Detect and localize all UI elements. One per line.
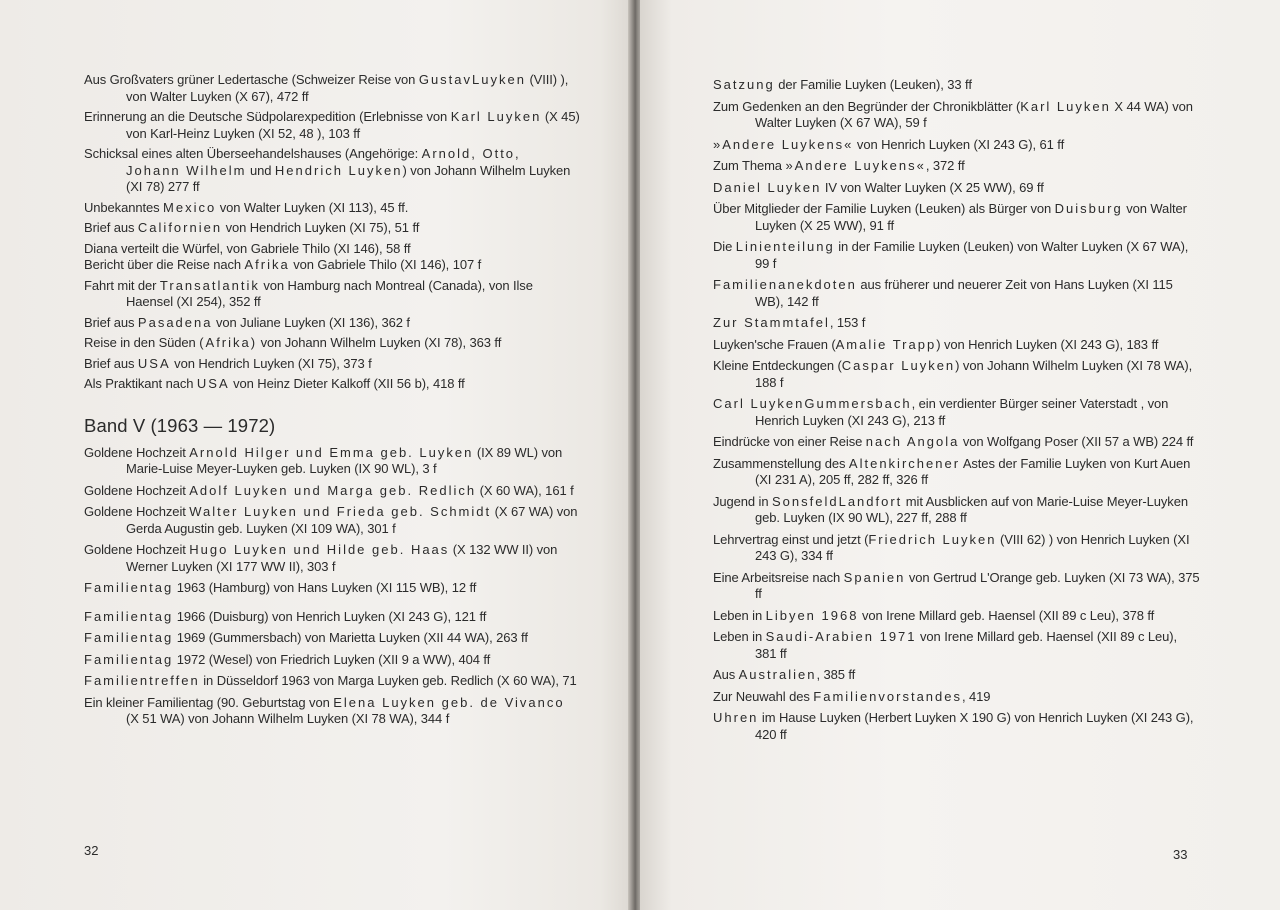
index-entry	[84, 652, 580, 669]
entry-text: Zur Neuwahl des	[713, 688, 814, 704]
index-entry	[84, 542, 580, 575]
spaced-emphasis: Landfort	[838, 493, 903, 509]
entry-text: und	[246, 162, 275, 178]
entry-text: ) von Henrich Luyken (XI 243 G), 183 ff	[936, 336, 1159, 352]
spaced-emphasis: Caspar Luyken	[841, 358, 956, 373]
index-entry	[713, 77, 1200, 94]
page-number-left: 32	[84, 843, 99, 858]
index-entry	[84, 695, 580, 728]
left-page	[0, 0, 632, 910]
index-entry	[84, 146, 580, 196]
index-entry	[84, 257, 580, 274]
spaced-emphasis: Saudi-Arabien 1971	[765, 629, 917, 644]
entry-text: von Gabriele Thilo (XI 146), 107 f	[289, 257, 482, 272]
entry-text: (X 51 WA) von Johann Wilhelm Luyken (XI 78 WA), 344 f	[126, 711, 450, 726]
spaced-emphasis: Zur Stammtafel	[713, 315, 830, 330]
spaced-emphasis: Gummersbach	[804, 396, 912, 411]
entry-text: (X 60 WA), 161 f	[476, 482, 574, 498]
spaced-emphasis: Afrika	[244, 257, 290, 272]
entry-text: Unbekanntes	[84, 199, 164, 215]
spaced-emphasis: Altenkirchener	[848, 455, 961, 471]
index-entry	[713, 239, 1200, 272]
spaced-emphasis: Mexico	[163, 199, 217, 215]
entry-text: 1963 (Hamburg) von Hans Luyken (XI 115 WB), 12 ff	[173, 580, 477, 595]
spaced-emphasis: Familientag	[84, 608, 174, 624]
spaced-emphasis: Daniel Luyken	[713, 179, 822, 195]
index-entry	[84, 630, 580, 647]
spaced-emphasis: Libyen 1968	[765, 607, 859, 623]
entry-text: Fahrt mit der	[84, 277, 160, 293]
spaced-emphasis: Californien	[137, 220, 223, 235]
index-entry	[84, 376, 580, 393]
spaced-emphasis: Arnold, Otto, Johann Wilhelm	[126, 146, 521, 178]
entry-text: Zum Gedenken an den Begründer der Chronikblätter (	[713, 98, 1021, 114]
band-heading: Band V (1963 — 1972)	[84, 414, 276, 436]
index-entry	[84, 673, 580, 690]
entry-text: von Hendrich Luyken (XI 75), 51 ff	[222, 220, 420, 235]
entry-text: von Wolfgang Poser (XII 57 a WB) 224 ff	[959, 434, 1194, 449]
entry-text: Eine Arbeitsreise nach	[713, 569, 844, 585]
entry-text: Über Mitglieder der Familie Luyken (Leuken) als Bürger von	[713, 201, 1055, 216]
entry-text: Reise in den Süden	[84, 335, 200, 350]
entry-text: , 372 ff	[925, 158, 965, 173]
entry-text: Luyken'sche Frauen (	[713, 336, 836, 352]
entry-text: von Irene Millard geb. Haensel (XII 89 c Leu), 378 ff	[858, 607, 1155, 623]
entry-text: ) von Johann Wilhelm Luyken (XI 78) 277 ff	[126, 162, 571, 194]
entry-text: von Juliane Luyken (XI 136), 362 f	[212, 314, 410, 330]
index-entry	[713, 570, 1200, 603]
index-entry	[713, 277, 1200, 310]
entry-text: , 385 ff	[816, 667, 856, 682]
index-entry	[84, 335, 580, 352]
entry-text: Eindrücke von einer Reise	[713, 434, 866, 449]
spaced-emphasis: Hendrich Luyken	[274, 162, 403, 178]
entry-text: (X 67 WA) von Gerda Augustin geb. Luyken (XI 109 WA), 301 f	[126, 504, 578, 536]
spaced-emphasis: Familienvorstandes	[813, 688, 962, 704]
entry-text: von Johann Wilhelm Luyken (XI 78), 363 ff	[257, 335, 502, 350]
spaced-emphasis: (Afrika)	[199, 335, 258, 350]
index-entry	[713, 689, 1200, 706]
entry-text: (IX 89 WL) von Marie-Luise Meyer-Luyken geb. Luyken (IX 90 WL), 3 f	[126, 444, 563, 476]
right-entry-list	[713, 77, 1200, 743]
entry-text: (VIII 62) ) von Henrich Luyken (XI 243 G), 334 ff	[755, 531, 1190, 563]
entry-text: Jugend in	[713, 493, 772, 509]
entry-text: Die	[713, 239, 736, 254]
spaced-emphasis: Familientag	[84, 651, 174, 667]
entry-text: Goldene Hochzeit	[84, 482, 190, 498]
entry-text: Brief aus	[84, 314, 138, 330]
index-entry	[713, 396, 1200, 429]
entry-text: in Düsseldorf 1963 von Marga Luyken geb. Redlich (X 60 WA), 71	[199, 673, 577, 688]
band-entry-list	[84, 445, 580, 728]
entry-text: Diana verteilt die Würfel, von Gabriele Thilo (XI 146), 58 ff	[84, 240, 411, 256]
index-entry	[84, 220, 580, 237]
index-entry	[713, 629, 1200, 662]
spaced-emphasis: »Andere Luykens«	[785, 158, 926, 173]
index-entry	[84, 109, 580, 142]
entry-text: von Irene Millard geb. Haensel (XII 89 c Leu), 381 ff	[755, 629, 1178, 661]
index-entry	[713, 456, 1200, 489]
spaced-emphasis: Arnold Hilger und Emma geb. Luyken	[189, 444, 474, 460]
spaced-emphasis: Spanien	[843, 569, 906, 585]
entry-text: (VIII) ), von Walter Luyken (X 67), 472 ff	[126, 72, 569, 104]
entry-text: Goldene Hochzeit	[84, 444, 190, 460]
entry-text: (X 45) von Karl-Heinz Luyken (XI 52, 48 ), 103 ff	[126, 109, 580, 141]
entry-text: 1969 (Gummersbach) von Marietta Luyken (XII 44 WA), 263 ff	[173, 630, 528, 645]
entry-text: mit Ausblicken auf	[902, 493, 1013, 509]
index-entry	[713, 608, 1200, 625]
entry-text: Brief aus	[84, 355, 138, 371]
entry-text: Lehrvertrag einst und jetzt (	[713, 531, 869, 547]
spaced-emphasis: Friedrich Luyken	[868, 531, 997, 547]
entry-text: von Walter Luyken (X 25 WW), 91 ff	[755, 201, 1187, 233]
entry-text: Bericht über die Reise nach	[84, 257, 245, 272]
entry-text: Goldene Hochzeit	[84, 542, 190, 557]
spaced-emphasis: nach Angola	[865, 434, 960, 449]
spaced-emphasis: Elena Luyken geb. de Vivanco	[333, 694, 565, 710]
index-entry	[84, 72, 580, 105]
spaced-emphasis: »Andere Luykens«	[713, 136, 854, 152]
entry-text: ) von Johann Wilhelm Luyken (XI 78 WA), 188 f	[755, 358, 1193, 390]
entry-text: im Hause Luyken (Herbert Luyken X 190 G) von Henrich Luyken (XI 243 G), 420 ff	[755, 710, 1194, 742]
spaced-emphasis: Uhren	[713, 710, 759, 725]
spaced-emphasis: Familientag	[84, 580, 174, 595]
index-entry	[84, 278, 580, 311]
entry-text: 1972 (Wesel) von Friedrich Luyken (XII 9 a WW), 404 ff	[173, 651, 491, 667]
entry-text: , 153 f	[829, 315, 866, 330]
entry-text: Astes der Familie Luyken von Kurt Auen (XI 231 A), 205 ff, 282 ff, 326 ff	[755, 455, 1191, 487]
entry-text: , ein verdienter Bürger seiner Vaterstadt	[911, 396, 1141, 411]
entry-text: der Familie Luyken (Leuken), 33 ff	[774, 77, 972, 92]
index-entry	[713, 99, 1200, 132]
entry-text: in der Familie Luyken (Leuken) von Walter Luyken (X 67 WA), 99 f	[755, 239, 1189, 271]
entry-text: Goldene Hochzeit	[84, 504, 190, 519]
spaced-emphasis: Familienanekdoten	[713, 277, 857, 292]
index-entry	[713, 337, 1200, 354]
index-entry	[713, 315, 1200, 332]
entry-text: Erinnerung an die Deutsche Südpolarexpedition (Erlebnisse von	[84, 109, 451, 124]
index-entry	[713, 710, 1200, 743]
spaced-emphasis: Karl Luyken	[1020, 98, 1111, 114]
index-entry	[84, 315, 580, 332]
index-entry	[713, 532, 1200, 565]
entry-text: , 419	[962, 688, 991, 704]
entry-text: IV von Walter Luyken (X 25 WW), 69 ff	[821, 179, 1044, 195]
index-entry	[713, 137, 1200, 154]
index-entry	[84, 504, 580, 537]
spaced-emphasis: Carl Luyken	[713, 396, 805, 411]
spaced-emphasis: USA	[137, 355, 171, 371]
index-entry	[713, 494, 1200, 527]
spaced-emphasis: Hugo Luyken und Hilde geb. Haas	[189, 542, 450, 557]
entry-text: 1966 (Duisburg) von Henrich Luyken (XI 243 G), 121 ff	[173, 608, 487, 624]
spaced-emphasis: Gustav	[418, 72, 473, 87]
entry-text: (X 132 WW II) von Werner Luyken (XI 177 WW II), 303 f	[126, 542, 558, 574]
spaced-emphasis: Familientag	[84, 630, 174, 645]
entry-text: Leben in	[713, 607, 766, 623]
index-entry	[713, 434, 1200, 451]
spaced-emphasis: Amalie Trapp	[835, 336, 937, 352]
spaced-emphasis: USA	[196, 376, 230, 391]
entry-text: von Gertrud L'Orange geb. Luyken (XI 73 WA), 375 ff	[755, 569, 1200, 601]
spaced-emphasis: Transatlantik	[159, 277, 260, 293]
entry-text: Zum Thema	[713, 158, 786, 173]
entry-text: Brief aus	[84, 220, 138, 235]
entry-text: Ein kleiner Familientag (90. Geburtstag von	[84, 694, 334, 710]
entry-text: von Hendrich Luyken (XI 75), 373 f	[170, 355, 372, 371]
index-entry	[713, 180, 1200, 197]
page-number-right: 33	[1173, 847, 1188, 862]
spaced-emphasis: Familientreffen	[84, 673, 200, 688]
entry-text: Als Praktikant nach	[84, 376, 197, 391]
spaced-emphasis: Karl Luyken	[450, 109, 542, 124]
spaced-emphasis: Adolf Luyken und Marga geb. Redlich	[189, 482, 477, 498]
spaced-emphasis: Duisburg	[1054, 201, 1123, 216]
spaced-emphasis: Pasadena	[137, 314, 213, 330]
spaced-emphasis: Walter Luyken und Frieda geb. Schmidt	[189, 504, 492, 519]
entry-text: , von Henrich Luyken (XI 243 G), 213 ff	[755, 396, 1169, 428]
entry-text: Zusammenstellung des	[713, 455, 849, 471]
entry-text: Kleine Entdeckungen (	[713, 358, 842, 373]
right-page	[640, 0, 1280, 910]
entry-text: von Heinz Dieter Kalkoff (XII 56 b), 418 ff	[229, 376, 465, 391]
entry-text: von Hamburg nach Montreal (Canada), von Ilse Haensel (XI 254), 352 ff	[126, 277, 533, 309]
entry-text: Schicksal eines alten Überseehandelshauses (Angehörige:	[84, 146, 422, 161]
entry-text: von Marie-Luise Meyer-Luyken geb. Luyken (IX 90 WL), 227 ff, 288 ff	[755, 493, 1188, 525]
spaced-emphasis: Luyken	[472, 72, 526, 87]
index-entry	[713, 358, 1200, 391]
entry-text: aus früherer und neuerer Zeit von Hans Luyken (XI 115 WB), 142 ff	[755, 277, 1173, 309]
entry-text: von Walter Luyken (XI 113), 45 ff.	[216, 199, 409, 215]
index-entry	[713, 201, 1200, 234]
index-entry	[84, 580, 580, 597]
entry-text: Aus	[713, 667, 739, 682]
index-entry	[84, 483, 580, 500]
index-entry	[84, 609, 580, 626]
entry-text: von Henrich Luyken (XI 243 G), 61 ff	[853, 136, 1065, 152]
spaced-emphasis: Sonsfeld	[772, 493, 839, 509]
index-entry	[84, 445, 580, 478]
index-entry	[84, 356, 580, 373]
spaced-emphasis: Australien	[738, 667, 817, 682]
entry-text: X 44 WA) von Walter Luyken (X 67 WA), 59 f	[755, 98, 1193, 130]
entry-text: Aus Großvaters grüner Ledertasche (Schweizer Reise von	[84, 72, 419, 87]
index-entry	[713, 158, 1200, 175]
index-entry	[84, 200, 580, 217]
spaced-emphasis: Satzung	[713, 77, 775, 92]
index-entry	[84, 241, 580, 258]
index-entry	[713, 667, 1200, 684]
left-entry-list	[84, 72, 580, 393]
spaced-emphasis: Linienteilung	[735, 239, 835, 254]
entry-text: Leben in	[713, 629, 766, 644]
